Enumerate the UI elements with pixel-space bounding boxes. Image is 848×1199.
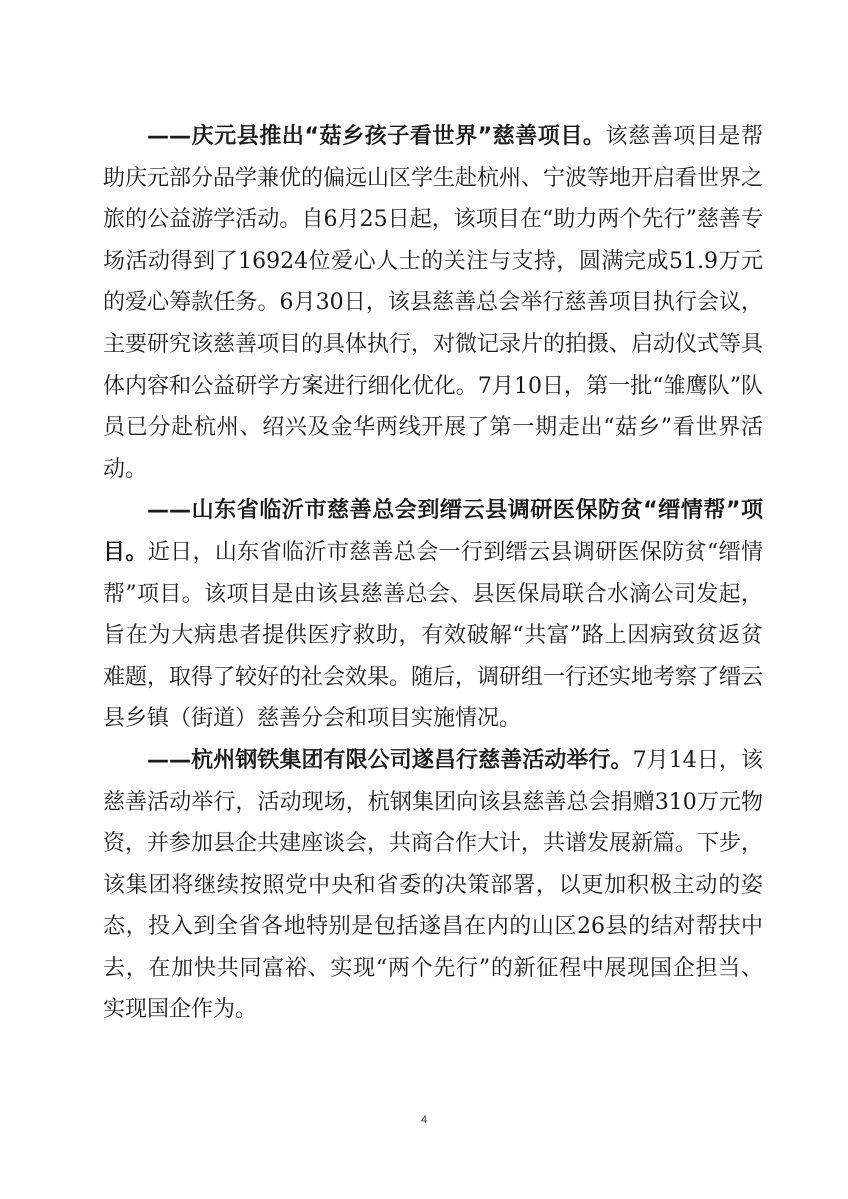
paragraph-text: 近日，山东省临沂市慈善总会一行到缙云县调研医保防贫“缙情帮”项目。该项目是由该县慈善总会、县医保局联合水滴公司发起，旨在为大病患者提供医疗救助，有效破解“共富”路上因病致贫返贫难题，取得了较好的社会效果。随后，调研组一行还实地考察了缙云县乡镇（街道）慈善分会和项目实施情况。 — [103, 539, 764, 732]
page-number: 4 — [420, 1114, 428, 1126]
paragraph-hangzhou-steel — [103, 740, 763, 1031]
paragraph-heading: ——庆元县推出“菇乡孩子看世界”慈善项目。 — [147, 124, 606, 149]
paragraph-qingyuan — [103, 116, 763, 490]
paragraph-text: 7月14日，该慈善活动举行，活动现场，杭钢集团向该县慈善总会捐赠310万元物资，并参加县企共建座谈会，共商合作大计，共谱发展新篇。下步，该集团将继续按照党中央和省委的决策部署，以更加积极主动的姿态，投入到全省各地特别是包括遂昌在内的山区26县的结对帮扶中去，在加快共同富裕、实现“两个先行”的新征程中展现国企担当、实现国企作为。 — [103, 747, 764, 1023]
document-body — [103, 116, 763, 1031]
paragraph-heading: ——杭州钢铁集团有限公司遂昌行慈善活动举行。 — [147, 747, 633, 773]
paragraph-heading: ——山东省临沂市慈善总会到缙云县调研医保防贫“缙情帮”项目。 — [103, 498, 763, 565]
paragraph-linyi — [103, 490, 763, 740]
paragraph-text: 该慈善项目是帮助庆元部分品学兼优的偏远山区学生赴杭州、宁波等地开启看世界之旅的公益游学活动。自6月25日起，该项目在“助力两个先行”慈善专场活动得到了16924位爱心人士的关注与支持，圆满完成51.9万元的爱心筹款任务。6月30日，该县慈善总会举行慈善项目执行会议，主要研究该慈善项目的具体执行，对微记录片的拍摄、启动仪式等具体内容和公益研学方案进行细化优化。7月10日，第一批“雏鹰队”队员已分赴杭州、绍兴及金华两线开展了第一期走出“菇乡”看世界活动。 — [103, 124, 764, 482]
